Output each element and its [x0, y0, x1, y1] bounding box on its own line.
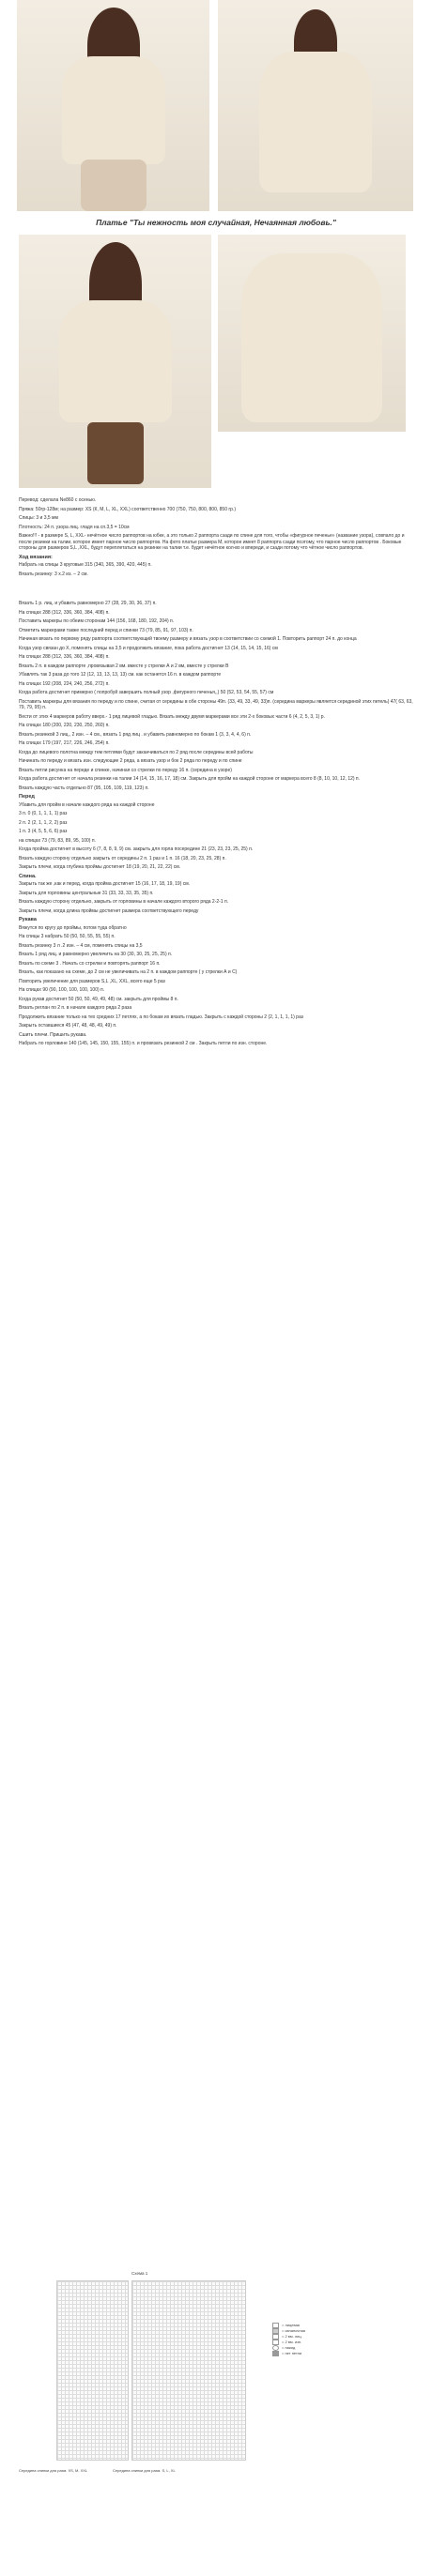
body-line: Поставить маркеры для вязания по переду и по спине, считая от середины в обе стороны 49п. (33, 49, 33, 49, 33)п. (середина маркеры является серединой этих петель) 47( 63, 63, 79, 79, 95) п. [19, 698, 413, 710]
body-line: Когда работа достигнет от начала резинки на талии 14 (14, 15, 16, 17, 18) см. Закрыть для пройм на каждой стороне от маркера всего 8 (8, 10, 10, 12, 12) п. [19, 776, 361, 782]
front-line: 1 п. 3 (4, 5, 5, 6, 6) раз [19, 829, 68, 834]
body-line: Начиная вязать по первому ряду раппорта соответствующий твоему размеру и вязать узор в соответствии со схемой 1. Повторить раппорт 24 п. до конца [19, 636, 357, 642]
front-line: Вязать каждую сторону отдельно закрыть от середины 2 п. 1 раз и 1 п. 16 (18, 20, 23, 25, 28) п. [19, 855, 226, 861]
body-line: Вести от этих 4 маркеров работу вверх.- 1 ряд лицевой гладью. Вязать между двумя маркерами все эти 2-х боковых части 6 (4, 2, 5, 3, 1) р. [19, 713, 325, 720]
heading-sleeve: Рукава [19, 917, 37, 922]
body-line: На спицах 288 (312, 336, 360, 384, 408) п. [19, 654, 110, 660]
para-gauge: Плотность: 24 п. узора лиц. гладя на сп.3,5 = 10см [19, 524, 130, 530]
para-important: Важно!!! - в размере S, L, XXL- нечётное число раппортов на юбке, а это только 2 раппорта сзади по спине для того, чтобы «фигурное печенье» (название узора), совпало до и после резинки на талии, которое имеет парное число раппортов. На фото платье размера М, которое имеет 8 раппорта сзади поэтому, что парное число раппортов . Боковые стороны для размеров S,L ,XXL, будут переплетаться на резинке на талии т.е. будет нечётное кол-во и впереди, и сзади потому что чётное число раппортов. [19, 533, 405, 551]
body-line: На спицах 179 (197, 217, 226, 246, 254) п. [19, 740, 110, 746]
sleeve-line: Повторить увеличение для размеров S,L ,XL, XXL, всего еще 5 раз [19, 978, 165, 984]
para-rib: Вязать резинку: 3 х.2 из. – 2 см. [19, 571, 88, 577]
body-line: Отметить маркерами также последний перед и спинки 73 (79, 85, 91, 97, 103) п. [19, 627, 193, 633]
body-line: Вязать резинкой 3 лиц., 2 изн. – 4 см., вязать 1 ряд лиц . и убавить равномерно по бокам 1 (3, 3, 4, 4, 6) п. [19, 731, 252, 738]
front-line: 2 п. 2 (2, 1, 1, 2, 2) раз [19, 819, 68, 826]
photo-front-top [17, 0, 209, 211]
heading-back: Спина. [19, 873, 37, 879]
body-instructions [19, 601, 413, 1050]
chart-legend [272, 2323, 404, 2356]
sleeve-line: Вязать реглан по 2 п. в начале каждого ряда 2 раза [19, 1005, 132, 1011]
body-line: Вязать каждую часть отдельно 87 (95, 105, 109, 119, 123) п. [19, 785, 149, 791]
photo-front-full [19, 235, 211, 488]
body-line: На спицах 288 (312, 336, 360, 384, 408) п. [19, 609, 110, 616]
back-line: Вязать каждую сторону отдельно, закрыть от горловины в начале каждого второго ряда 2-2-1 п. [19, 899, 229, 905]
body-line: Когда до лицевого полотна между тем петлями будут заканчиваться по 2 ряд после середины всей работы [19, 749, 254, 755]
photo-back-detail [218, 235, 406, 432]
intro-line: Перевод: сделала Ne860 с осенью. [19, 497, 97, 503]
sleeve-line: Когда рукав достигнет 50 (50, 50, 49, 49, 48) см. закрыть для проймы 8 п. [19, 996, 178, 1002]
sleeve-line: На спицы 3 набрать 50 (50, 50, 55, 55, 55) п. [19, 934, 116, 939]
back-line: Закрыть для горловины центральные 31 (33, 33, 33, 35, 35) п. [19, 890, 154, 896]
front-line: 3 п. 0 (0, 1, 1, 1, 1) раз [19, 811, 68, 816]
sleeve-line: Набрать по горловине 140 (145, 145, 150, 155, 155) п. и провязать резинкой 2 см . Закрыть петли по изн. стороне. [19, 1041, 268, 1046]
front-line: Когда пройма достигнет в высоту 6 (7, 8, 8, 9, 9) см. закрыть для горла посередине 21 (23, 23, 23, 25, 25) п. [19, 846, 254, 852]
legend-item: = 2 вм. лиц. [272, 2334, 404, 2340]
legend-item: = 2 вм. изн. [272, 2340, 404, 2345]
body-line: На спицах 192 (208, 224, 240, 256, 272) п. [19, 680, 110, 687]
body-line: Вязать 2 п. в каждом раппорте ,провязывая 2 вм. вместе у стрелки А и 2 вм, вместе у стрелки B [19, 663, 229, 669]
sleeve-line: Вяжутся по кругу до проймы, потом туда обратно [19, 924, 127, 931]
body-line: На спицах 180 (200, 220, 230, 250, 260) п. [19, 723, 110, 728]
sleeve-line: Вязать по схеме 3 . Начать со стрелки и повторять раппорт 16 п. [19, 960, 161, 967]
legend-item: = нет петли [272, 2351, 404, 2356]
legend-item: = накид [272, 2345, 404, 2351]
sleeve-line: Вязать, как показано на схеме, до 2 см не увеличивать на 2 п. в каждом раппорте ( у стрелки А и С) [19, 969, 238, 975]
body-line: Убавлять так 3 раза до того 12 (12, 13, 13, 13, 13) см. как останется 16 п. в каждом раппорте [19, 672, 222, 678]
body-line: Начинать по переду и вязать изн. следующие 2 ряда, а вязать узор и бок 2 ряда по переду и по спине [19, 758, 242, 764]
body-line: Вязать 1 р. лиц. и убавить равномерно 27 (28, 29, 30, 36, 37) п. [19, 601, 157, 606]
page-title: Платье "Ты нежность моя случайная, Нечаянная любовь." [96, 218, 336, 227]
para-needles: Спицы: 3 и 3,5 мм [19, 515, 58, 521]
front-line: Закрыть плечи, когда глубина проймы достигнет 18 (19, 20, 21, 22, 22) см. [19, 864, 181, 870]
photo-back-top [218, 0, 413, 211]
para-cast-on: Набрать на спицы 3 круговые 315 (340, 365, 390, 420, 445) п. [19, 562, 152, 568]
sleeve-line: Вязать 1 ряд лиц. и равномерно увеличить на 30 (30, 30, 25, 25, 25) п. [19, 952, 173, 957]
legend-note-2: Середина спинки для разм. S, L, XL [113, 2468, 176, 2473]
sleeve-line: Продолжить вязание только на тех средних 17 петлях, а по бокам их вязать гладью. Закрыть с каждой стороны 2 (2, 1, 1, 1, 1) раз [19, 1014, 303, 1020]
back-line: Закрыть так же ,как и перед, когда пройма достигнет 15 (16, 17, 18, 19, 19) см. [19, 881, 191, 887]
sleeve-line: Закрыть оставшиеся 45 (47, 48, 48, 49, 49) п. [19, 1023, 117, 1029]
no-stitch-swatch-icon [272, 2351, 279, 2356]
legend-item: = изнаночная [272, 2328, 404, 2334]
front-line: на спицах 73 (79, 83, 89, 95, 100) п. [19, 837, 96, 844]
front-line: Убавить для пройм в начале каждого ряда на каждой стороне [19, 801, 155, 808]
sleeve-line: Вязать резинку 3 л .2 изн. – 4 см, поменять спицы на 3,5 [19, 942, 143, 949]
instructions [19, 497, 413, 580]
chart-label: Схема 1 [131, 2271, 148, 2276]
sleeve-line: Сшить плечи. Пришить рукава. [19, 1031, 87, 1038]
body-line: Поставить маркеры по обеим сторонам 144 (156, 168, 180, 192, 204) п. [19, 618, 175, 624]
knitting-chart-secondary [131, 2280, 246, 2461]
knitting-chart-main [56, 2280, 129, 2461]
sleeve-line: На спицах 90 (90, 100, 100, 100, 100) п. [19, 987, 105, 993]
body-line: Когда узор связан до X, поменять спицы на 3,5 и продолжить вязание, пока работа достигнет 13 (14, 15, 14, 15, 16) см [19, 645, 278, 651]
page-footer [0, 2487, 432, 2576]
body-line: Вязать петли рисунка на переде и спинке, начиная со стрелки по переду 16 п. (середина в узоре) [19, 767, 232, 773]
legend-note: Середина спинки для разм. XS, M, XXL [19, 2468, 88, 2473]
legend-item: = лицевая [272, 2323, 404, 2328]
body-line: Когда работа достигнет примерно ( попробуй завершить полный узор ,фигурного печенья,,) 50 (52, 53, 54, 55, 57) см [19, 690, 274, 695]
back-line: Закрыть плечи, когда длина проймы достигнет размера соответствующего переду [19, 907, 199, 914]
heading-process: Ход вязания: [19, 554, 53, 560]
heading-front: Перед [19, 794, 35, 800]
para-yarn: Пряжа: 50гр-128м; на размер: XS (К, M, L, XL, XXL) соответственно 700 (750, 750, 800, 800, 850 гр.) [19, 506, 237, 512]
